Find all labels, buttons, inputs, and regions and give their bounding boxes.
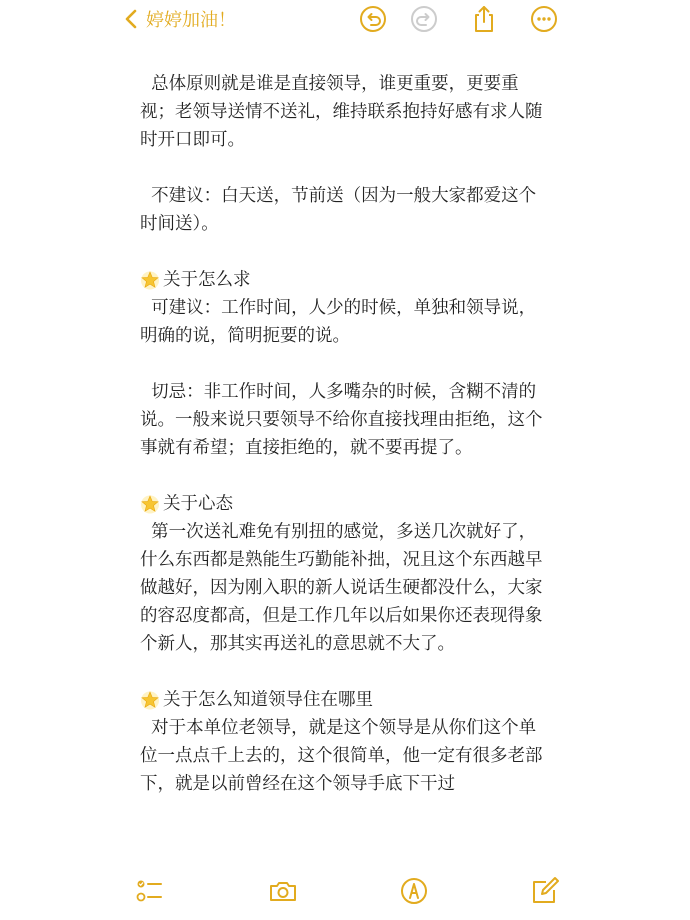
section-heading [140, 266, 550, 294]
section-heading-text: 关于怎么求 [163, 270, 251, 290]
section-heading [140, 490, 550, 518]
section-heading-text: 关于怎么知道领导住在哪里 [163, 690, 373, 710]
checklist-icon[interactable] [134, 876, 164, 906]
note-paragraph: 对于本单位老领导，就是这个领导是从你们这个单位一点点千上去的，这个很简单，他一定有很多老部下，就是以前曾经在这个领导手底下干过 [140, 718, 543, 794]
share-icon[interactable] [469, 4, 499, 34]
redo-icon[interactable] [409, 4, 439, 34]
note-paragraph: 总体原则就是谁是直接领导，谁更重要，更要重视；老领导送情不送礼，维持联系抱持好感有求人随时开口即可。 [140, 74, 543, 150]
camera-icon[interactable] [268, 876, 298, 906]
top-toolbar [0, 0, 690, 46]
note-paragraph: 可建议：工作时间，人少的时候，单独和领导说，明确的说，简明扼要的说。 [140, 298, 537, 346]
bottom-toolbar [0, 868, 690, 914]
glowing-star-icon [140, 690, 160, 710]
note-paragraph: 切忌：非工作时间，人多嘴杂的时候，含糊不清的说。一般来说只要领导不给你直接找理由拒绝，这个事就有希望；直接拒绝的，就不要再提了。 [140, 382, 543, 458]
undo-icon[interactable] [358, 4, 388, 34]
compose-icon[interactable] [530, 876, 560, 906]
back-button[interactable] [122, 4, 236, 34]
glowing-star-icon [140, 270, 160, 290]
section-heading [140, 686, 550, 714]
back-label: 婷婷加油！ [146, 10, 236, 31]
glowing-star-icon [140, 494, 160, 514]
markup-pen-icon[interactable] [399, 876, 429, 906]
note-body[interactable] [140, 70, 550, 798]
section-heading-text: 关于心态 [163, 494, 233, 514]
note-paragraph: 不建议：白天送，节前送（因为一般大家都爱这个时间送）。 [140, 186, 537, 234]
more-icon[interactable] [529, 4, 559, 34]
note-paragraph: 第一次送礼难免有别扭的感觉，多送几次就好了，什么东西都是熟能生巧勤能补拙，况且这个东西越早做越好，因为刚入职的新人说话生硬都没什么，大家的容忍度都高，但是工作几年以后如果你还表现得象个新人，那其实再送礼的意思就不大了。 [140, 522, 543, 654]
chevron-left-icon [122, 8, 140, 30]
